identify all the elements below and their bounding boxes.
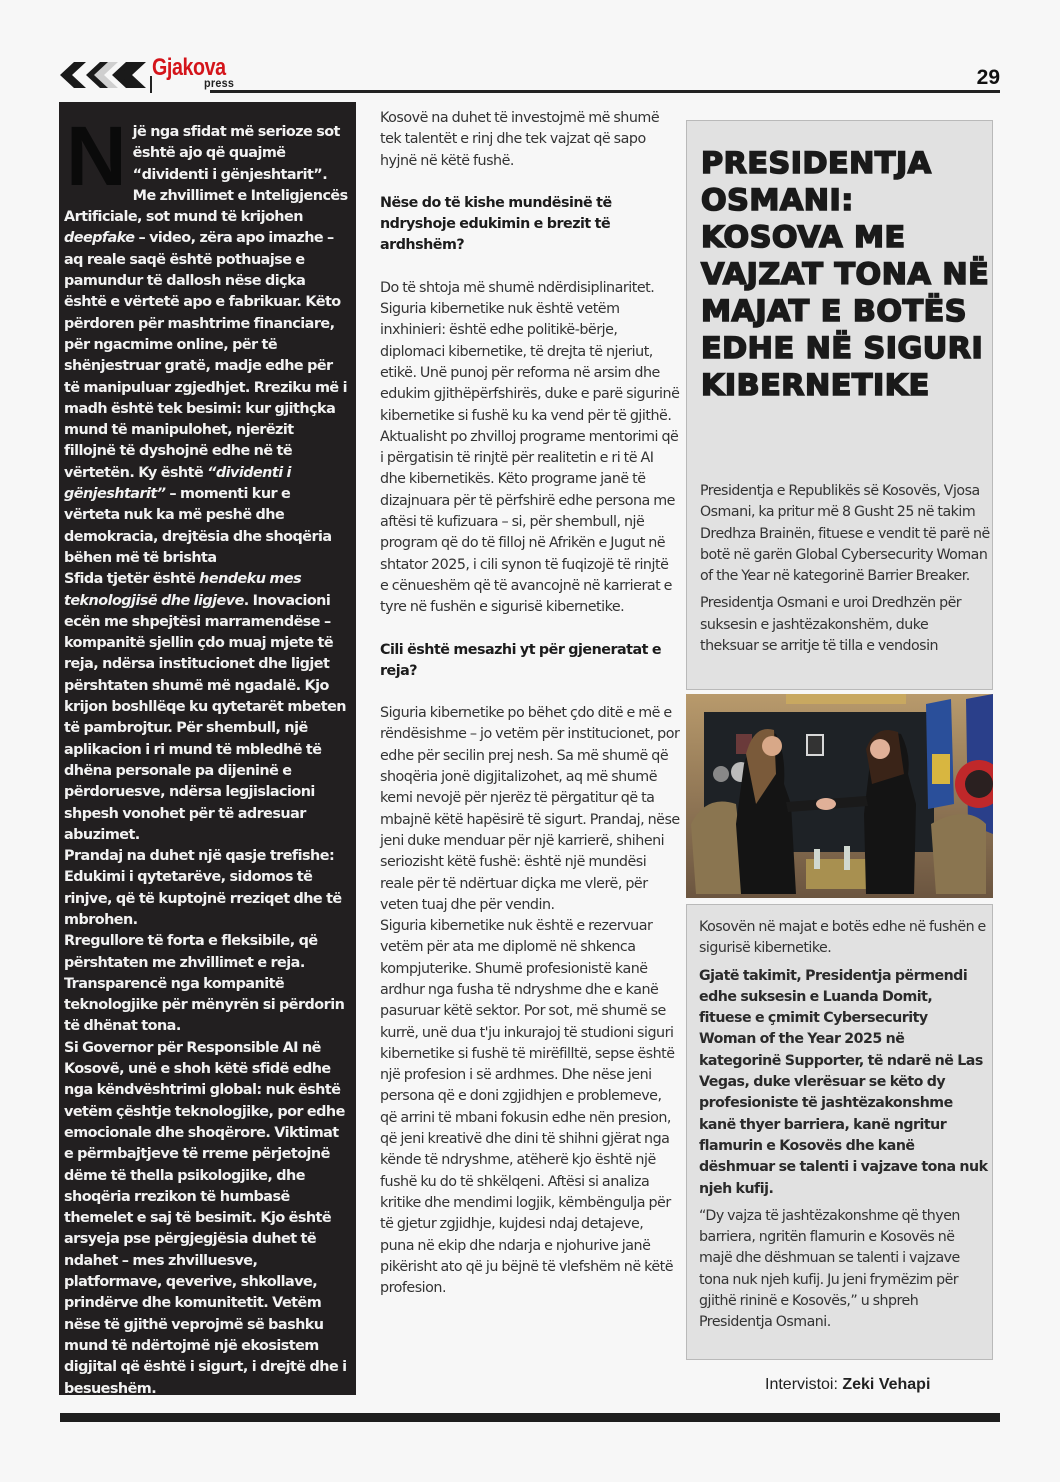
quote-paragraph: “Dy vajza të jashtëzakonshme që thyen barriera, ngritën flamurin e Kosovës në majë dhe dëshmuan se talenti i vajzave tona nuk njeh kufij. Ju jeni frymëzim për gjithë rininë e Kosovës,” u shpreh Presidentja Osmani. [699,1207,960,1331]
publication-logo[interactable] [152,54,242,90]
text-segment: Edukimi i qytetarëve, sidomos të rinjve, që të kuptojnë rreziqet dhe të mbrohen. [64,869,342,928]
left-column-article [59,102,356,1395]
text-segment: Transparencë nga kompanitë teknologjike për mënyrën si përdorin të dhënat tona. [64,975,345,1035]
page-number: 29 [976,66,1000,89]
interview-question: Nëse do të kishe mundësinë të ndryshoje edukimin e brezit të ardhshëm? [380,194,612,254]
masthead [60,54,1000,94]
text-segment: jë nga sfidat më serioze sot është ajo që quajmë “dividenti i gënjeshtarit”. Me zhvillimet e Inteligjencës Artificiale, sot mund të krijohen [64,124,348,226]
intro-paragraph: Kosovë na duhet të investojmë më shumë tek talentët e rinj dhe tek vajzat që sapo hyjnë në këtë fushë. [380,110,660,169]
logo-text: Gjakova [152,54,226,81]
header-rule [210,90,1000,93]
text-segment: Si Governor për Responsible AI në Kosovë, unë e shoh këtë sfidë edhe nga këndvështrimi global: nuk është vetëm çështje teknologjike, por edhe emocionale dhe shoqërore. Viktimat e përmbajtjeve të rreme përjetojnë dëme të thella psikologjike, dhe shoqëria rrezikon të humbasë themelet e saj të besimit. Kjo është arsyeja pse përgjegjësia duhet të ndahet – mes zhvilluesve, platformave, qeverive, shkollave, prindërve dhe komunitetit. Vetëm nëse të gjithë veprojmë së bashku mund të ndërtojmë një ekosistem digjital që është i sigurt, i drejtë dhe i besueshëm. [64,1039,347,1397]
byline-author: Zeki Vehapi [842,1376,931,1393]
headline: PRESIDENTJA OSMANI: KOSOVA ME VAJZAT TONA NË MAJAT E BOTËS EDHE NË SIGURI KIBERNETIKE [701,146,990,402]
text-segment: . Inovacioni ecën me shpejtësi marramendëse – kompanitë sjellin çdo muaj mjete të reja, ndërsa institucionet dhe ligjet përshtaten shumë më ngadalë. Kjo krijon boshllëqe ku qytetarët mbeten të pambrojtur. Për shembull, një aplikacion i ri mund të mbledhë të dhëna personale pa dijeninë e përdoruesve, ndërsa legjislacioni shpesh vonohet për të adresuar abuzimet. [64,592,346,843]
article-paragraph [64,569,348,846]
drop-cap: N [66,109,127,203]
byline [765,1376,930,1394]
text-segment: – video, zëra apo imazhe – aq reale saqë është pothuajse e pamundur të dallosh nëse diçka është e vërtetë apo e fabrikuar. Këto përdoren për mashtrime financiare, për ngacmime online, për të shënjestruar gratë, madje edhe për të manipuluar zgjedhjet. Rreziku më i madh është tek besimi: kur gjithçka mund të manipulohet, njerëzit fillojnë të dyshojnë edhe në të vërtetën. Ky është [64,230,347,481]
middle-column-interview [380,108,680,1299]
text-segment: Rregullore të forta e fleksibile, që përshtaten me zhvillimet e reja. [64,933,318,971]
news-paragraph: Kosovën në majat e botës edhe në fushën e sigurisë kibernetike. [699,919,986,957]
news-paragraph: Presidentja Osmani e uroi Dredhzën për suksesin e jashtëzakonshëm, duke theksuar se arritje të tilla e vendosin [700,595,962,655]
handshake-photo [686,694,993,898]
footer-bar [60,1413,1000,1422]
byline-label: Intervistoi: [765,1376,843,1393]
photo-image [686,694,993,898]
article-paragraph [64,1038,348,1400]
left-column-body [64,109,348,1400]
italic-text: “dividenti i gënjeshtarit” [64,464,291,503]
sidebar-news-box-continued [686,904,993,1360]
text-segment: – momenti kur e vërteta nuk ka më peshë dhe demokracia, drejtësia dhe shoqëria bëhen më të brishta [64,486,332,566]
news-paragraph: Presidentja e Republikës së Kosovës, Vjosa Osmani, ka pritur më 8 Gusht 25 në takim Dredhza Brainën, fituese e vendit të parë në botë në garën Global Cybersecurity Woman of the Year në kategorinë Barrier Breaker. [700,483,990,585]
chevron-arrows-icon [60,62,146,88]
article-paragraph [64,974,348,1038]
article-paragraph [64,846,348,867]
article-paragraph [64,931,348,974]
text-segment: Prandaj na duhet një qasje trefishe: [64,848,335,865]
logo-subtext: press [204,76,235,90]
sidebar-news-box [686,120,993,690]
news-paragraph-bold: Gjatë takimit, Presidentja përmendi edhe suksesin e Luanda Domit, fituese e çmimit Cybersecurity Woman of the Year 2025 në kategorinë Supporter, të ndarë në Las Vegas, duke vlerësuar se këto dy profesioniste të jashtëzakonshme kanë thyer barriera, kanë ngritur flamurin e Kosovës dhe kanë dëshmuar se talenti i vajzave tona nuk njeh kufij. [699,967,988,1197]
text-segment: Sfida tjetër është [64,571,200,588]
article-paragraph [64,867,348,931]
interview-question: Cili është mesazhi yt për gjeneratat e reja? [380,641,662,679]
interview-answer: Siguria kibernetike po bëhet çdo ditë e më e rëndësishme – jo vetëm për institucionet, por edhe për secilin prej nesh. Sa më shumë që shoqëria jonë digjitalizohet, aq më shumë kemi nevojë për njerëz të përgatitur që ta mbajnë këtë hapësirë të sigurt. Prandaj, nëse jeni duke menduar për një karrierë, shiheni seriozisht këtë fushë: është një mundësi reale për të ndërtuar diçka me vlerë, për veten tuaj dhe për vendin. [380,705,680,913]
interview-answer: Siguria kibernetike nuk është e rezervuar vetëm për ata me diplomë në shkenca kompjuterike. Shumë profesionistë kanë ardhur nga fusha të ndryshme dhe e kanë pasuruar këtë sektor. Por sot, më shumë se kurrë, unë dua t'ju inkurajoj të studioni siguri kibernetike si fushë të mirëfilltë, sepse është një profesion i së ardhmes. Dhe nëse jeni persona që e doni zgjidhjen e problemeve, që arrini të mbani fokusin edhe nën presion, që jeni kreativë dhe dini të shihni gjërat nga kënde të ndryshme, atëherë kjo është një fushë ku do të shkëlqeni. Aftësi si analiza kritike dhe mendimi logjik, këmbëngulja për të gjetur zgjidhje, kujdesi ndaj detajeve, puna në ekip dhe ndarja e njohurive janë pikërisht ato që ju bëjnë të vlefshëm në këtë profesion. [380,918,675,1297]
italic-text: hendeku mes teknologjisë dhe ligjeve [64,571,302,609]
italic-text: deepfake [64,230,135,247]
interview-answer: Do të shtoja më shumë ndërdisiplinaritet. Siguria kibernetike nuk është vetëm inxhinieri: është edhe politikë-bërje, diplomaci kibernetike, të drejta të njeriut, etikë. Unë punoj për reforma në arsim dhe edukim gjithëpërfshirës, duke e parë sigurinë kibernetike si fushë ku ka vend për të gjithë. Aktualisht po zhvilloj programe mentorimi që i përgatisin të rinjtë për realitetin e ri të AI dhe kibernetikës. Këto programe janë të dizajnuara për të përfshirë edhe persona me aftësi të kufizuara – si, për shembull, një program që do të filloj në Afrikën e Jugut në shtator 2025, i cili synon të fuqizojë të rinjtë e cënueshëm që të avancojnë në karrierat e tyre në fushën e sigurisë kibernetike. [380,279,680,616]
